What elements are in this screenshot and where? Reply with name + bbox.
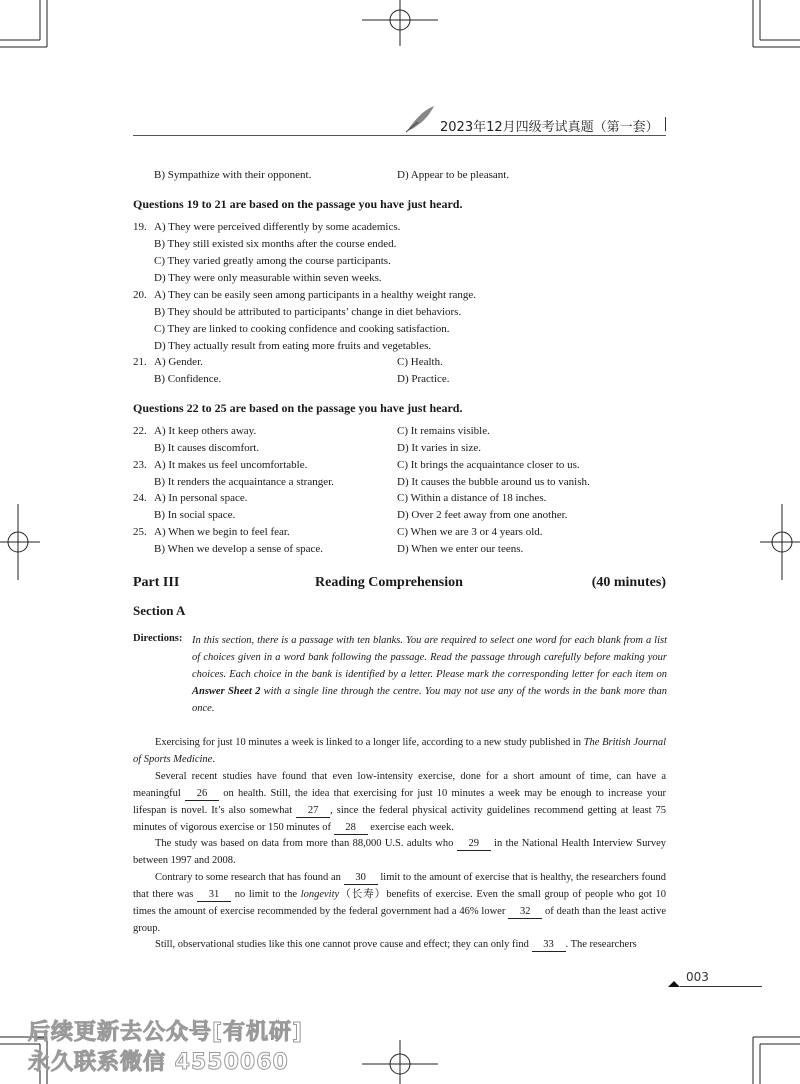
text: . The researchers (565, 939, 637, 950)
directions-text-part: In this section, there is a passage with ten blanks. You are required to select one word for each blank from a list of choices given in a word bank following the passage. Read the passage through carefully before making your choices. Each choice in the bank is identified by a letter. Please mark the corresponding letter for each item on (192, 635, 667, 680)
option: D) When we enter our teens. (397, 543, 524, 555)
directions-text (192, 632, 667, 717)
text: Several recent studies have found that even low-intensity exercise, done for a short amount of time, can have a meaningful (133, 771, 666, 799)
quill-icon (404, 104, 436, 134)
option: A) They can be easily seen among participants in a healthy weight range. (154, 289, 477, 301)
option: D) They actually result from eating more fruits and vegetables. (154, 340, 432, 352)
blank-30[interactable]: 30 (344, 872, 378, 885)
option: A) It keep others away. (154, 425, 257, 437)
text: of death than the least active group. (133, 906, 667, 934)
prev-option-d: D) Appear to be pleasant. (397, 169, 510, 181)
blank-33[interactable]: 33 (532, 939, 566, 952)
question-number: 21. (133, 356, 147, 368)
text: limit to the amount of exercise that is healthy, the researchers found that there was (133, 872, 666, 900)
passage-paragraph-2 (133, 768, 666, 836)
longevity-term: longevity (300, 889, 340, 900)
text: （长寿）benefits of exercise. Even the small group of people who got 10 times the amount of exercise recommended by the federal government had a 46% lower (133, 889, 666, 917)
watermark-line-1: 后续更新去公众号[有机研] (28, 1020, 304, 1045)
page-number: 003 (686, 970, 709, 984)
questions-22-25-heading: Questions 22 to 25 are based on the passage you have just heard. (133, 401, 463, 415)
option: D) It varies in size. (397, 442, 481, 454)
passage-paragraph-3 (133, 835, 666, 869)
text: Contrary to some research that has found an (155, 872, 344, 883)
prev-option-b: B) Sympathize with their opponent. (154, 169, 312, 181)
part-label: Part III (133, 575, 180, 590)
option: A) When we begin to feel fear. (154, 526, 290, 538)
option: C) When we are 3 or 4 years old. (397, 526, 543, 538)
option: A) They were perceived differently by some academics. (154, 221, 401, 233)
option: B) When we develop a sense of space. (154, 543, 324, 555)
passage-paragraph-5 (133, 936, 666, 953)
option: A) It makes us feel uncomfortable. (154, 459, 308, 471)
directions-text-part: with a single line through the centre. You may not use any of the words in the bank more than once. (192, 686, 668, 714)
option: C) Within a distance of 18 inches. (397, 492, 547, 504)
journal-title: The British Journal of Sports Medicine (133, 737, 666, 765)
passage-paragraph-4 (133, 869, 666, 937)
option: C) They varied greatly among the course participants. (154, 255, 391, 267)
text: no limit to the (231, 889, 301, 900)
text: in the National Health Interview Survey between 1997 and 2008. (133, 838, 666, 866)
text: exercise each week. (367, 822, 454, 833)
text: , since the federal physical activity guidelines recommend getting at least 75 minutes of vigorous exercise or 150 minutes of (133, 805, 666, 833)
directions-label: Directions: (133, 633, 183, 644)
footer-rule (680, 986, 762, 987)
option: B) It renders the acquaintance a stranger. (154, 476, 334, 488)
header-rule (133, 135, 666, 136)
question-number: 20. (133, 289, 147, 301)
blank-27[interactable]: 27 (296, 805, 330, 818)
option: A) In personal space. (154, 492, 248, 504)
blank-26[interactable]: 26 (185, 788, 219, 801)
option: D) It causes the bubble around us to vanish. (397, 476, 590, 488)
header-title: 2023年12月四级考试真题（第一套） (440, 120, 659, 135)
option: D) Over 2 feet away from one another. (397, 509, 568, 521)
option: A) Gender. (154, 356, 203, 368)
part-title: Reading Comprehension (315, 575, 463, 590)
question-number: 25. (133, 526, 147, 538)
page-marker-icon (668, 981, 680, 987)
part-heading (133, 575, 666, 593)
option: B) They still existed six months after the course ended. (154, 238, 397, 250)
blank-31[interactable]: 31 (197, 889, 231, 902)
header-divider (665, 117, 666, 131)
section-title: Section A (133, 603, 186, 618)
option: B) Confidence. (154, 373, 222, 385)
part-time: (40 minutes) (591, 575, 666, 590)
question-number: 19. (133, 221, 147, 233)
option: D) Practice. (397, 373, 450, 385)
blank-32[interactable]: 32 (508, 906, 542, 919)
text: . (212, 754, 215, 765)
blank-28[interactable]: 28 (334, 822, 368, 835)
text: The study was based on data from more than 88,000 U.S. adults who (155, 838, 457, 849)
option: D) They were only measurable within seven weeks. (154, 272, 382, 284)
option: C) They are linked to cooking confidence and cooking satisfaction. (154, 323, 450, 335)
text: on health. Still, the idea that exercising for just 10 minutes a week may be enough to increase your lifespan is novel. It’s also somewhat (133, 788, 666, 816)
text: Still, observational studies like this one cannot prove cause and effect; they can only find (155, 939, 532, 950)
option: B) In social space. (154, 509, 236, 521)
option: C) It remains visible. (397, 425, 490, 437)
answer-sheet-ref: Answer Sheet 2 (192, 686, 261, 697)
question-number: 22. (133, 425, 147, 437)
option: C) It brings the acquaintance closer to us. (397, 459, 580, 471)
option: C) Health. (397, 356, 443, 368)
question-number: 23. (133, 459, 147, 471)
passage-paragraph-1 (133, 734, 666, 768)
text: Exercising for just 10 minutes a week is linked to a longer life, according to a new study published in (155, 737, 584, 748)
option: B) It causes discomfort. (154, 442, 260, 454)
question-number: 24. (133, 492, 147, 504)
watermark-line-2: 永久联系微信 4550060 (28, 1050, 289, 1075)
questions-19-21-heading: Questions 19 to 21 are based on the passage you have just heard. (133, 197, 463, 211)
option: B) They should be attributed to participants’ change in diet behaviors. (154, 306, 462, 318)
blank-29[interactable]: 29 (457, 838, 491, 851)
